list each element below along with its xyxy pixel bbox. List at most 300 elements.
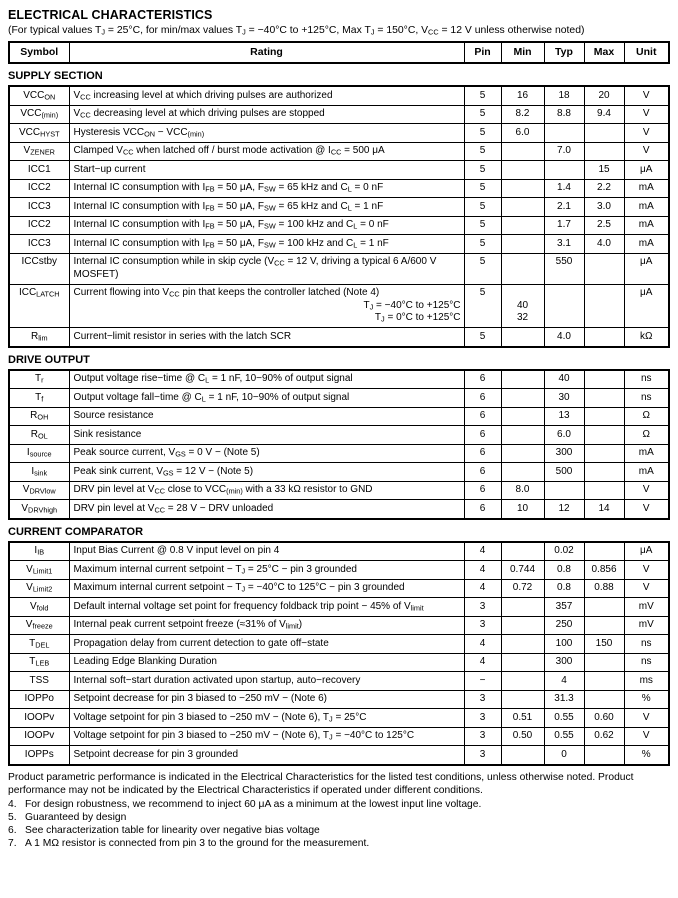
unit-cell: ns xyxy=(624,635,669,654)
rating-cell xyxy=(69,727,464,746)
table-row xyxy=(9,481,669,500)
typ-cell: 13 xyxy=(544,407,584,426)
symbol-cell: $I_{IB}$ xyxy=(9,542,69,561)
min-cell xyxy=(501,407,544,426)
unit-cell: V xyxy=(624,561,669,580)
pin-cell: 3 xyxy=(464,690,501,709)
table-row xyxy=(9,216,669,235)
min-cell xyxy=(501,235,544,254)
max-cell xyxy=(584,463,624,482)
rating-text: Current−limit resistor in series with the latch SCR xyxy=(73,330,292,342)
note-number: 6. xyxy=(8,824,17,836)
rating-text: Internal peak current setpoint freeze (≈31% of $V_{limit}$) xyxy=(73,619,303,631)
rating-text: Maximum internal current setpoint − $T_J = 25^\circ C$ − pin 3 grounded xyxy=(73,563,357,575)
rating-cell xyxy=(69,198,464,217)
typ-cell: 550 xyxy=(544,253,584,284)
rating-cell xyxy=(69,672,464,691)
min-cell xyxy=(501,426,544,445)
symbol-cell: $I_{sink}$ xyxy=(9,463,69,482)
rating-text: Input Bias Current @ 0.8 V input level on pin 4 xyxy=(73,545,280,556)
section-label-supply: SUPPLY SECTION xyxy=(8,70,103,82)
pin-cell: 5 xyxy=(464,86,501,105)
typ-cell: 18 xyxy=(544,86,584,105)
unit-cell: mA xyxy=(624,235,669,254)
max-cell: 20 xyxy=(584,86,624,105)
symbol-cell: $ICC_{LATCH}$ xyxy=(9,284,69,328)
rating-text: $V_{CC}$ increasing level at which driving pulses are authorized xyxy=(73,89,333,101)
rating-cell xyxy=(69,561,464,580)
symbol-cell: ICC2 xyxy=(9,179,69,198)
max-cell xyxy=(584,284,624,328)
max-cell: 150 xyxy=(584,635,624,654)
rating-text: Start−up current xyxy=(73,163,146,175)
rating-text: Propagation delay from current detection to gate off−state xyxy=(73,637,329,649)
min-cell xyxy=(501,179,544,198)
max-cell xyxy=(584,426,624,445)
symbol-cell: IOPPs xyxy=(9,746,69,765)
pin-cell: 4 xyxy=(464,561,501,580)
unit-cell: % xyxy=(624,746,669,765)
note-item xyxy=(8,811,670,824)
table-row xyxy=(9,124,669,143)
drive-output-table xyxy=(8,369,670,520)
typ-cell xyxy=(544,284,584,328)
typ-cell: 31.3 xyxy=(544,690,584,709)
symbol-cell: $V_{DRVlow}$ xyxy=(9,481,69,500)
notes-paragraph: Product parametric performance is indicated in the Electrical Characteristics for the listed test conditions, unless otherwise noted. Product performance may not be indicated by the Electrical Characteristics if operated under different conditions. xyxy=(8,771,634,796)
rating-text: Internal IC consumption with $I_{FB} = 50$ μA, $F_{SW} = 65$ kHz and $C_L = 0$ nF xyxy=(73,182,384,194)
pin-cell: 5 xyxy=(464,216,501,235)
table-row xyxy=(9,142,669,161)
rating-text: Internal IC consumption with $I_{FB} = 50$ μA, $F_{SW} = 100$ kHz and $C_L = 1$ nF xyxy=(73,237,389,249)
pin-cell: 6 xyxy=(464,426,501,445)
rating-text: Voltage setpoint for pin 3 biased to −250 mV − (Note 6), $T_J = -40^\circ C$ to 125°C xyxy=(73,730,415,742)
typ-cell: 30 xyxy=(544,389,584,408)
min-cell xyxy=(501,598,544,617)
unit-cell: V xyxy=(624,86,669,105)
column-header-typ: Typ xyxy=(544,42,584,63)
typ-cell: 0 xyxy=(544,746,584,765)
max-cell xyxy=(584,598,624,617)
column-header-max: Max xyxy=(584,42,624,63)
symbol-cell: $R_{lim}$ xyxy=(9,328,69,347)
rating-cell xyxy=(69,500,464,519)
typ-cell xyxy=(544,124,584,143)
table-row xyxy=(9,635,669,654)
note-item xyxy=(8,824,670,837)
unit-cell: V xyxy=(624,579,669,598)
symbol-cell: $V_{DRVhigh}$ xyxy=(9,500,69,519)
rating-text: Peak sink current, $V_{GS} = 12$ V − (Note 5) xyxy=(73,465,254,477)
table-row xyxy=(9,561,669,580)
unit-cell: mA xyxy=(624,198,669,217)
min-cell: 0.72 xyxy=(501,579,544,598)
max-cell: 2.2 xyxy=(584,179,624,198)
max-cell xyxy=(584,542,624,561)
symbol-cell: $V_{fold}$ xyxy=(9,598,69,617)
min-cell xyxy=(501,216,544,235)
table-row xyxy=(9,463,669,482)
max-cell xyxy=(584,407,624,426)
symbol-cell: ICC3 xyxy=(9,235,69,254)
rating-cell xyxy=(69,124,464,143)
rating-cell xyxy=(69,284,464,328)
typ-cell: 6.0 xyxy=(544,426,584,445)
rating-cell xyxy=(69,389,464,408)
rating-cell xyxy=(69,579,464,598)
symbol-cell: $R_{OH}$ xyxy=(9,407,69,426)
rating-text: Leading Edge Blanking Duration xyxy=(73,656,217,667)
pin-cell: 4 xyxy=(464,635,501,654)
rating-text: Peak source current, $V_{GS} = 0$ V − (Note 5) xyxy=(73,447,260,459)
min-cell xyxy=(501,161,544,180)
pin-cell: 6 xyxy=(464,389,501,408)
symbol-cell: ICCstby xyxy=(9,253,69,284)
supply-section-table xyxy=(8,85,670,348)
max-cell xyxy=(584,672,624,691)
pin-cell: 5 xyxy=(464,328,501,347)
column-header-min: Min xyxy=(501,42,544,63)
rating-cell xyxy=(69,105,464,124)
table-row xyxy=(9,284,669,328)
rating-cell xyxy=(69,635,464,654)
table-row xyxy=(9,542,669,561)
rating-cell xyxy=(69,598,464,617)
table-row xyxy=(9,579,669,598)
rating-cell xyxy=(69,426,464,445)
typ-cell: 0.02 xyxy=(544,542,584,561)
symbol-cell: $T_r$ xyxy=(9,370,69,389)
notes xyxy=(8,771,670,850)
table-row xyxy=(9,86,669,105)
rating-text: Output voltage rise−time @ $C_L = 1$ nF, 10−90% of output signal xyxy=(73,373,353,385)
max-cell: 14 xyxy=(584,500,624,519)
unit-cell: mV xyxy=(624,598,669,617)
symbol-cell: $VCC_{HYST}$ xyxy=(9,124,69,143)
rating-text: Hysteresis $VCC_{ON} - VCC_{(min)}$ xyxy=(73,126,205,138)
min-cell xyxy=(501,690,544,709)
unit-cell: μA xyxy=(624,161,669,180)
current-comparator-table xyxy=(8,541,670,766)
pin-cell: 3 xyxy=(464,709,501,728)
symbol-cell: ICC1 xyxy=(9,161,69,180)
typ-cell: 0.55 xyxy=(544,709,584,728)
max-cell xyxy=(584,690,624,709)
table-row xyxy=(9,672,669,691)
typ-cell: 300 xyxy=(544,653,584,672)
pin-cell: 6 xyxy=(464,481,501,500)
rating-cell xyxy=(69,370,464,389)
table-row xyxy=(9,690,669,709)
typ-cell: 0.8 xyxy=(544,579,584,598)
table-row xyxy=(9,616,669,635)
table-row xyxy=(9,407,669,426)
max-cell xyxy=(584,370,624,389)
max-cell xyxy=(584,328,624,347)
table-row xyxy=(9,328,669,347)
min-cell xyxy=(501,389,544,408)
rating-text: Current flowing into $V_{CC}$ pin that keeps the controller latched (Note 4) xyxy=(73,287,380,299)
min-cell xyxy=(501,672,544,691)
pin-cell: 4 xyxy=(464,653,501,672)
rating-cell xyxy=(69,179,464,198)
min-cell xyxy=(501,444,544,463)
min-cell xyxy=(501,198,544,217)
unit-cell: V xyxy=(624,105,669,124)
unit-cell: mA xyxy=(624,179,669,198)
note-number: 5. xyxy=(8,811,17,823)
rating-text: $V_{CC}$ decreasing level at which driving pulses are stopped xyxy=(73,108,325,120)
max-cell: 2.5 xyxy=(584,216,624,235)
note-number: 4. xyxy=(8,798,17,810)
symbol-cell: $I_{source}$ xyxy=(9,444,69,463)
pin-cell: 6 xyxy=(464,500,501,519)
table-row xyxy=(9,235,669,254)
rating-cell xyxy=(69,161,464,180)
unit-cell: μA xyxy=(624,284,669,328)
symbol-cell: $V_{Limit1}$ xyxy=(9,561,69,580)
min-cell: 8.2 xyxy=(501,105,544,124)
rating-cell xyxy=(69,86,464,105)
max-cell xyxy=(584,616,624,635)
page-title: ELECTRICAL CHARACTERISTICS xyxy=(8,8,213,22)
unit-cell: mA xyxy=(624,463,669,482)
symbol-cell: $V_{ZENER}$ xyxy=(9,142,69,161)
min-cell xyxy=(501,746,544,765)
column-header-rating: Rating xyxy=(69,42,464,63)
table-row xyxy=(9,370,669,389)
table-row xyxy=(9,727,669,746)
pin-cell: 6 xyxy=(464,463,501,482)
table-row xyxy=(9,161,669,180)
section-label-current-comparator: CURRENT COMPARATOR xyxy=(8,525,144,538)
note-text: A 1 MΩ resistor is connected from pin 3 to the ground for the measurement. xyxy=(25,837,370,849)
min-cell: 0.51 xyxy=(501,709,544,728)
rating-cell xyxy=(69,463,464,482)
min-cell xyxy=(501,463,544,482)
column-header-symbol: Symbol xyxy=(9,42,69,63)
rating-cell xyxy=(69,653,464,672)
condition-line: $T_J = 0^\circ C$ to +125°C xyxy=(374,312,461,324)
rating-text: DRV pin level at $V_{CC} = 28$ V − DRV unloaded xyxy=(73,502,274,514)
symbol-cell: $T_f$ xyxy=(9,389,69,408)
typ-cell: 12 xyxy=(544,500,584,519)
typ-cell: 2.1 xyxy=(544,198,584,217)
note-text: See characterization table for linearity over negative bias voltage xyxy=(25,824,320,836)
typ-cell: 0.55 xyxy=(544,727,584,746)
rating-text: Voltage setpoint for pin 3 biased to −250 mV − (Note 6), $T_J = 25^\circ C$ xyxy=(73,711,367,723)
typ-cell: 500 xyxy=(544,463,584,482)
pin-cell: − xyxy=(464,672,501,691)
table-row xyxy=(9,653,669,672)
max-cell: 3.0 xyxy=(584,198,624,217)
max-cell: 15 xyxy=(584,161,624,180)
typ-cell xyxy=(544,481,584,500)
pin-cell: 5 xyxy=(464,284,501,328)
symbol-cell: $VCC_{(min)}$ xyxy=(9,105,69,124)
typ-cell: 100 xyxy=(544,635,584,654)
symbol-cell: $V_{Limit2}$ xyxy=(9,579,69,598)
pin-cell: 5 xyxy=(464,179,501,198)
note-number: 7. xyxy=(8,837,17,849)
pin-cell: 3 xyxy=(464,727,501,746)
typ-cell: 7.0 xyxy=(544,142,584,161)
table-row xyxy=(9,598,669,617)
pin-cell: 5 xyxy=(464,124,501,143)
unit-cell: V xyxy=(624,709,669,728)
pin-cell: 3 xyxy=(464,598,501,617)
typ-cell: 40 xyxy=(544,370,584,389)
min-cell: 40 32 xyxy=(501,284,544,328)
unit-cell: mA xyxy=(624,444,669,463)
symbol-cell: IOPPo xyxy=(9,690,69,709)
table-row xyxy=(9,746,669,765)
typ-cell: 1.7 xyxy=(544,216,584,235)
pin-cell: 6 xyxy=(464,370,501,389)
rating-cell xyxy=(69,142,464,161)
rating-text: Output voltage fall−time @ $C_L = 1$ nF, 10−90% of output signal xyxy=(73,391,350,403)
table-row xyxy=(9,709,669,728)
note-item xyxy=(8,798,670,811)
min-cell xyxy=(501,653,544,672)
rating-cell xyxy=(69,235,464,254)
pin-cell: 5 xyxy=(464,161,501,180)
pin-cell: 4 xyxy=(464,542,501,561)
typ-cell: 4 xyxy=(544,672,584,691)
pin-cell: 6 xyxy=(464,444,501,463)
column-header-pin: Pin xyxy=(464,42,501,63)
symbol-cell: IOOPv xyxy=(9,709,69,728)
typ-cell: 0.8 xyxy=(544,561,584,580)
rating-text: Clamped $V_{CC}$ when latched off / burst mode activation @ $I_{CC} = 500$ μA xyxy=(73,145,385,157)
unit-cell: mV xyxy=(624,616,669,635)
max-cell: 0.60 xyxy=(584,709,624,728)
rating-text: Source resistance xyxy=(73,410,154,421)
min-cell: 10 xyxy=(501,500,544,519)
symbol-cell: TSS xyxy=(9,672,69,691)
header-row xyxy=(9,42,669,63)
condition-line: $T_J = -40^\circ C$ to +125°C xyxy=(363,299,461,311)
unit-cell: ns xyxy=(624,653,669,672)
typ-cell: 357 xyxy=(544,598,584,617)
pin-cell: 5 xyxy=(464,253,501,284)
min-cell: 8.0 xyxy=(501,481,544,500)
unit-cell: Ω xyxy=(624,426,669,445)
max-cell xyxy=(584,124,624,143)
max-cell: 4.0 xyxy=(584,235,624,254)
symbol-cell: ICC3 xyxy=(9,198,69,217)
min-cell xyxy=(501,328,544,347)
pin-cell: 4 xyxy=(464,579,501,598)
typ-cell: 1.4 xyxy=(544,179,584,198)
rating-text: Maximum internal current setpoint − $T_J = -40^\circ C$ to 125°C − pin 3 grounded xyxy=(73,582,405,594)
symbol-cell: $T_{LEB}$ xyxy=(9,653,69,672)
typ-cell: 3.1 xyxy=(544,235,584,254)
max-cell xyxy=(584,746,624,765)
note-text: For design robustness, we recommend to inject 60 μA as a minimum at the lowest input line voltage. xyxy=(25,798,482,810)
section-label-drive-output: DRIVE OUTPUT xyxy=(8,353,90,366)
rating-cell xyxy=(69,253,464,284)
unit-cell: μA xyxy=(624,253,669,284)
max-cell xyxy=(584,142,624,161)
table-row xyxy=(9,179,669,198)
min-cell: 6.0 xyxy=(501,124,544,143)
min-cell xyxy=(501,370,544,389)
max-cell xyxy=(584,653,624,672)
typ-cell: 4.0 xyxy=(544,328,584,347)
typ-cell: 250 xyxy=(544,616,584,635)
min-cell: 0.50 xyxy=(501,727,544,746)
rating-cell xyxy=(69,746,464,765)
symbol-cell: $VCC_{ON}$ xyxy=(9,86,69,105)
table-row xyxy=(9,426,669,445)
symbol-cell: IOOPv xyxy=(9,727,69,746)
min-cell xyxy=(501,142,544,161)
rating-text: Setpoint decrease for pin 3 biased to −250 mV − (Note 6) xyxy=(73,693,327,704)
pin-cell: 6 xyxy=(464,407,501,426)
pin-cell: 5 xyxy=(464,142,501,161)
min-cell xyxy=(501,616,544,635)
max-cell: 0.856 xyxy=(584,561,624,580)
min-cell xyxy=(501,253,544,284)
table-row xyxy=(9,198,669,217)
rating-text: Internal IC consumption with $I_{FB} = 50$ μA, $F_{SW} = 100$ kHz and $C_L = 0$ nF xyxy=(73,219,389,231)
unit-cell: V xyxy=(624,500,669,519)
rating-cell xyxy=(69,690,464,709)
unit-cell: ns xyxy=(624,389,669,408)
max-cell: 9.4 xyxy=(584,105,624,124)
table-row xyxy=(9,253,669,284)
rating-text: Sink resistance xyxy=(73,428,142,440)
rating-text: Internal soft−start duration activated upon startup, auto−recovery xyxy=(73,674,361,686)
note-text: Guaranteed by design xyxy=(25,811,127,823)
rating-cell xyxy=(69,328,464,347)
max-cell xyxy=(584,253,624,284)
min-cell xyxy=(501,635,544,654)
max-cell: 0.62 xyxy=(584,727,624,746)
rating-text: Default internal voltage set point for frequency foldback trip point − 45% of $V_{limit}$ xyxy=(73,600,424,612)
column-header-unit: Unit xyxy=(624,42,669,63)
rating-text: Setpoint decrease for pin 3 grounded xyxy=(73,748,239,760)
note-item xyxy=(8,837,670,850)
table-row xyxy=(9,105,669,124)
unit-cell: V xyxy=(624,124,669,143)
rating-cell xyxy=(69,407,464,426)
page-subtitle: (For typical values $T_J = 25^\circ C$, for min/max values $T_J = -40^\circ C$ to +125°C, Max $T_J = 150^\circ C$, $V_{CC} = 12$ V unless otherwise noted) xyxy=(8,25,585,37)
unit-cell: Ω xyxy=(624,407,669,426)
pin-cell: 5 xyxy=(464,105,501,124)
unit-cell: kΩ xyxy=(624,328,669,347)
unit-cell: V xyxy=(624,727,669,746)
max-cell xyxy=(584,444,624,463)
table-row xyxy=(9,444,669,463)
pin-cell: 3 xyxy=(464,616,501,635)
rating-cell xyxy=(69,709,464,728)
rating-cell xyxy=(69,616,464,635)
pin-cell: 5 xyxy=(464,235,501,254)
min-cell: 16 xyxy=(501,86,544,105)
symbol-cell: $V_{freeze}$ xyxy=(9,616,69,635)
typ-cell: 8.8 xyxy=(544,105,584,124)
unit-cell: μA xyxy=(624,542,669,561)
symbol-cell: $T_{DEL}$ xyxy=(9,635,69,654)
symbol-cell: ICC2 xyxy=(9,216,69,235)
table-row xyxy=(9,500,669,519)
characteristics-header-table xyxy=(8,41,670,64)
rating-cell xyxy=(69,481,464,500)
unit-cell: ns xyxy=(624,370,669,389)
min-cell xyxy=(501,542,544,561)
